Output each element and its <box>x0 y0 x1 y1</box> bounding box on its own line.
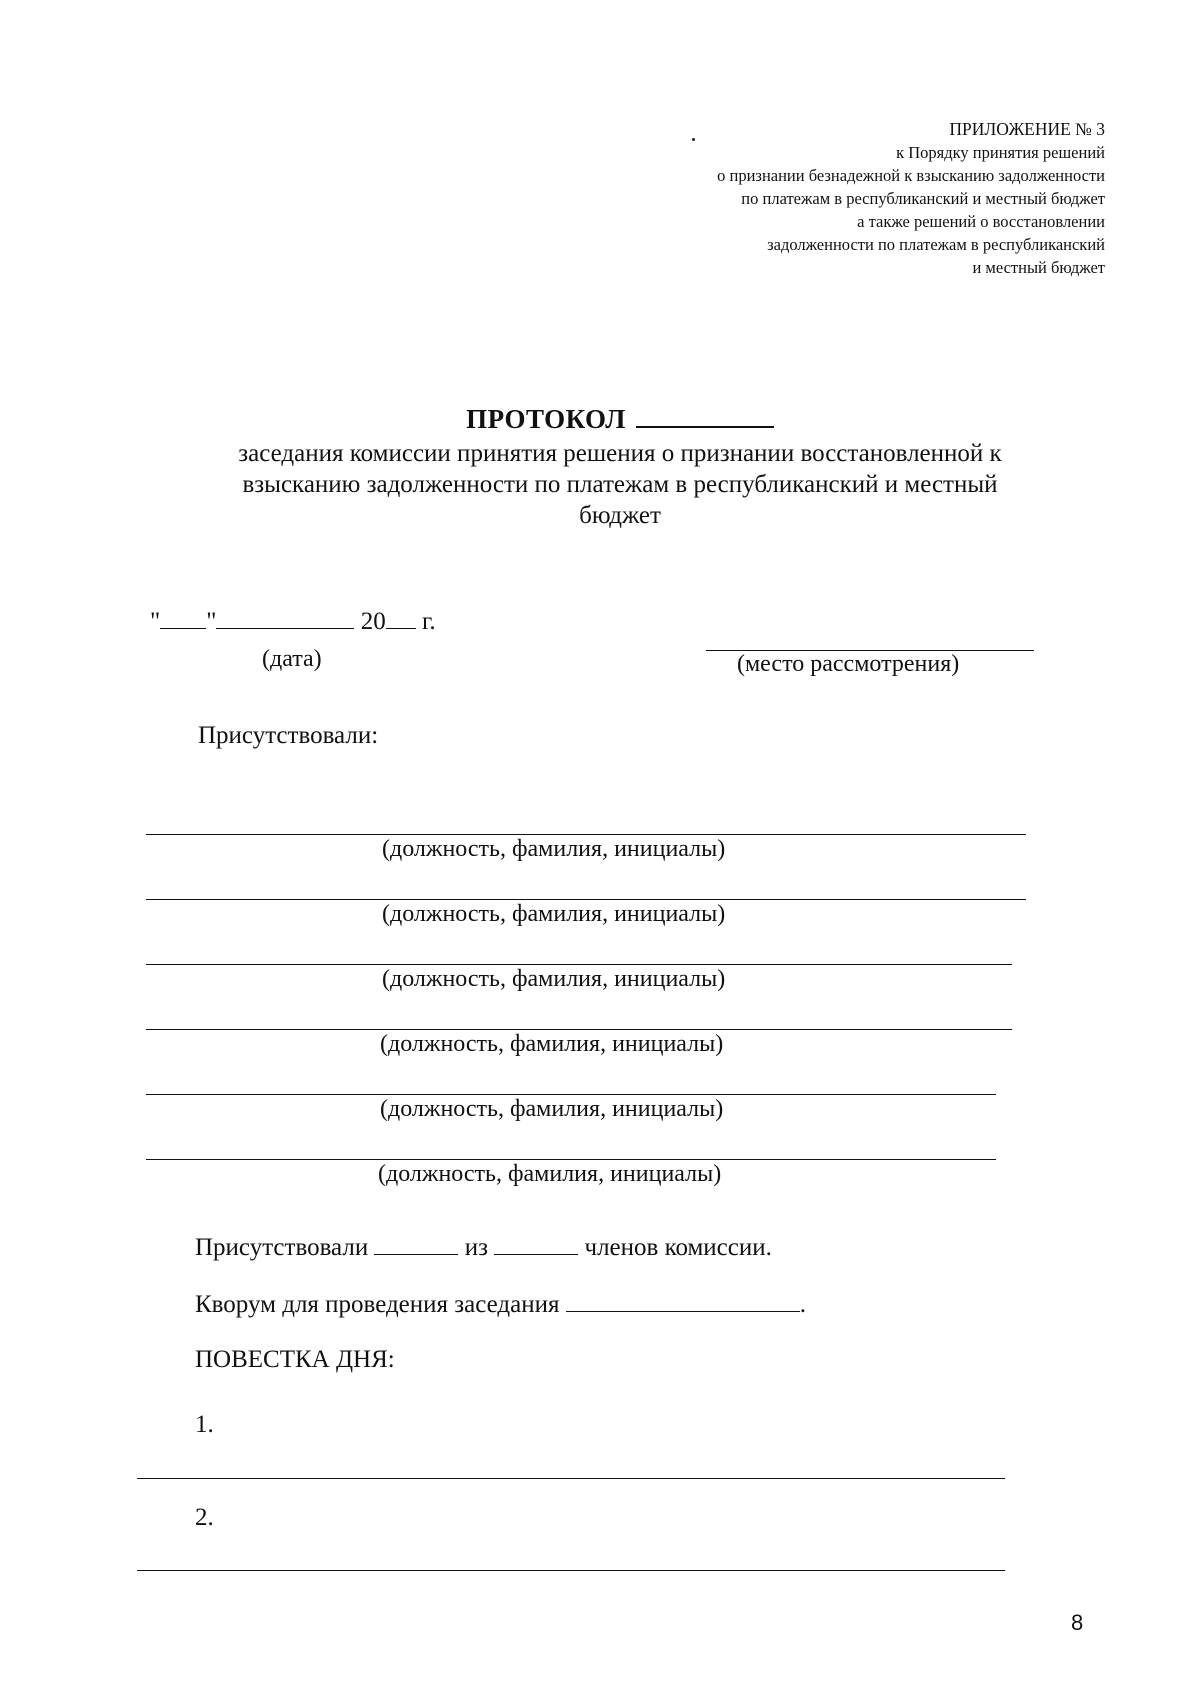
subtitle-line: заседания комиссии принятия решения о признании восстановленной к <box>238 440 1002 467</box>
year-suffix: г. <box>421 608 436 635</box>
page-number: 8 <box>1071 1610 1084 1635</box>
quorum-row <box>195 1289 806 1319</box>
year-prefix: 20 <box>360 608 386 635</box>
present-count-blank <box>374 1232 458 1255</box>
quorum-blank <box>566 1289 800 1312</box>
subtitle-line: бюджет <box>579 502 661 529</box>
member-caption: (должность, фамилия, инициалы) <box>382 901 726 927</box>
protocol-title: ПРОТОКОЛ <box>466 404 626 434</box>
quorum-label: Кворум для проведения заседания <box>195 1291 560 1318</box>
member-line <box>146 1159 996 1160</box>
total-count-blank <box>494 1232 578 1255</box>
appendix-line: а также решений о восстановлении <box>857 212 1105 231</box>
title-block <box>150 402 1090 531</box>
protocol-title-row <box>150 402 1090 436</box>
date-close-quote: " <box>206 608 217 635</box>
member-caption: (должность, фамилия, инициалы) <box>378 1161 722 1187</box>
agenda-label: ПОВЕСТКА ДНЯ: <box>195 1346 395 1373</box>
member-caption: (должность, фамилия, инициалы) <box>382 966 726 992</box>
appendix-line: о признании безнадежной к взысканию задолженности <box>717 166 1105 185</box>
subtitle-line: взысканию задолженности по платежам в республиканский и местный <box>242 471 998 498</box>
member-line <box>146 1094 996 1095</box>
place-caption: (место рассмотрения) <box>737 651 960 677</box>
appendix-line: задолженности по платежам в республиканский <box>767 235 1105 254</box>
appendix-line: к Порядку принятия решений <box>896 143 1105 162</box>
member-caption: (должность, фамилия, инициалы) <box>380 1096 724 1122</box>
count-suffix: членов комиссии. <box>584 1234 772 1261</box>
count-middle: из <box>464 1234 488 1261</box>
member-line <box>146 899 1026 900</box>
protocol-number-blank <box>636 402 774 428</box>
agenda-item-number: 2. <box>195 1504 214 1531</box>
appendix-number: ПРИЛОЖЕНИЕ № 3 <box>949 119 1105 139</box>
member-line <box>146 964 1012 965</box>
protocol-subtitle <box>150 438 1090 531</box>
agenda-item-line <box>137 1478 1005 1479</box>
appendix-line: и местный бюджет <box>972 258 1105 277</box>
member-caption: (должность, фамилия, инициалы) <box>382 836 726 862</box>
member-line <box>146 834 1026 835</box>
appendix-line: по платежам в республиканский и местный бюджет <box>741 189 1105 208</box>
date-row <box>150 606 436 636</box>
agenda-item-line <box>137 1570 1005 1571</box>
attendance-count-row <box>195 1232 772 1262</box>
day-blank <box>160 606 206 629</box>
member-line <box>146 1029 1012 1030</box>
member-caption: (должность, фамилия, инициалы) <box>380 1031 724 1057</box>
date-caption: (дата) <box>262 646 322 672</box>
date-open-quote: " <box>150 608 161 635</box>
quorum-end: . <box>799 1291 807 1318</box>
scan-speck <box>692 138 695 141</box>
present-label: Присутствовали: <box>198 722 379 749</box>
agenda-item-number: 1. <box>195 1411 214 1438</box>
count-prefix: Присутствовали <box>195 1234 369 1261</box>
month-blank <box>216 606 354 629</box>
year-blank <box>386 606 416 629</box>
appendix-header <box>585 118 1105 279</box>
